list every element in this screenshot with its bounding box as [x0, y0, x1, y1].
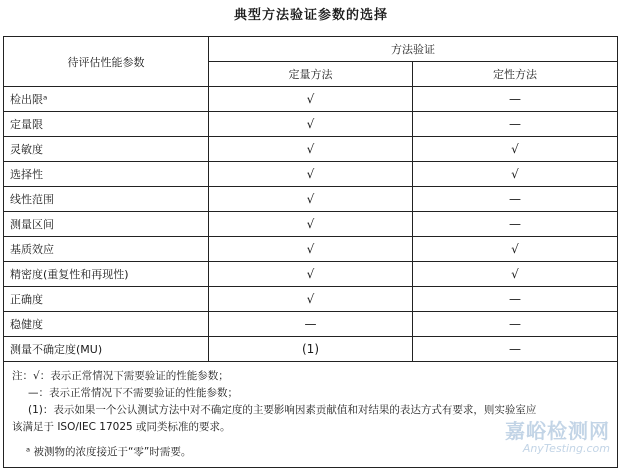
table-row	[4, 162, 618, 187]
qual-cell: —	[413, 187, 618, 212]
quant-cell: (1)	[209, 337, 413, 362]
param-cell: 精密度(重复性和再现性)	[4, 262, 209, 287]
param-cell: 定量限	[4, 112, 209, 137]
table-row	[4, 212, 618, 237]
qual-cell: √	[413, 237, 618, 262]
quant-cell: √	[209, 212, 413, 237]
note-check-meaning: 注：√：表示正常情况下需要验证的性能参数；	[12, 370, 229, 382]
quant-cell: √	[209, 137, 413, 162]
quant-cell: √	[209, 162, 413, 187]
footnote: ᵃ 被测物的浓度接近于“零”时需要。	[26, 446, 192, 458]
table-row	[4, 87, 618, 112]
qual-cell: √	[413, 162, 618, 187]
header-method-validation: 方法验证	[209, 37, 618, 62]
table-row	[4, 237, 618, 262]
table-row	[4, 262, 618, 287]
quant-cell: √	[209, 87, 413, 112]
table-row	[4, 337, 618, 362]
param-cell: 线性范围	[4, 187, 209, 212]
quant-cell: √	[209, 287, 413, 312]
quant-cell: √	[209, 112, 413, 137]
param-cell: 测量不确定度(MU)	[4, 337, 209, 362]
param-cell: 检出限ᵃ	[4, 87, 209, 112]
quant-cell: —	[209, 312, 413, 337]
note-uncertainty-cont: 该满足于 ISO/IEC 17025 或同类标准的要求。	[12, 421, 231, 433]
table-row	[4, 112, 618, 137]
qual-cell: —	[413, 112, 618, 137]
header-quantitative: 定量方法	[209, 62, 413, 87]
qual-cell: —	[413, 337, 618, 362]
quant-cell: √	[209, 187, 413, 212]
table-row	[4, 187, 618, 212]
param-cell: 基质效应	[4, 237, 209, 262]
param-cell: 正确度	[4, 287, 209, 312]
method-validation-table	[3, 36, 618, 468]
table-title: 典型方法验证参数的选择	[233, 8, 388, 23]
watermark-en: AnyTesting.com	[522, 442, 610, 455]
param-cell: 灵敏度	[4, 137, 209, 162]
qual-cell: —	[413, 287, 618, 312]
param-cell: 稳健度	[4, 312, 209, 337]
table-row	[4, 312, 618, 337]
header-qualitative: 定性方法	[413, 62, 618, 87]
quant-cell: √	[209, 237, 413, 262]
watermark-cn: 嘉峪检测网	[505, 419, 610, 443]
qual-cell: —	[413, 87, 618, 112]
qual-cell: √	[413, 262, 618, 287]
qual-cell: —	[413, 312, 618, 337]
note-dash-meaning: —：表示正常情况下不需要验证的性能参数；	[28, 387, 238, 399]
qual-cell: —	[413, 212, 618, 237]
header-parameter: 待评估性能参数	[4, 37, 209, 87]
note-uncertainty: (1)：表示如果一个公认测试方法中对不确定度的主要影响因素贡献值和对结果的表达方式有要求，则实验室应	[28, 404, 537, 416]
param-cell: 选择性	[4, 162, 209, 187]
table-row	[4, 137, 618, 162]
quant-cell: √	[209, 262, 413, 287]
notes-section	[4, 362, 618, 468]
param-cell: 测量区间	[4, 212, 209, 237]
qual-cell: √	[413, 137, 618, 162]
table-row	[4, 287, 618, 312]
